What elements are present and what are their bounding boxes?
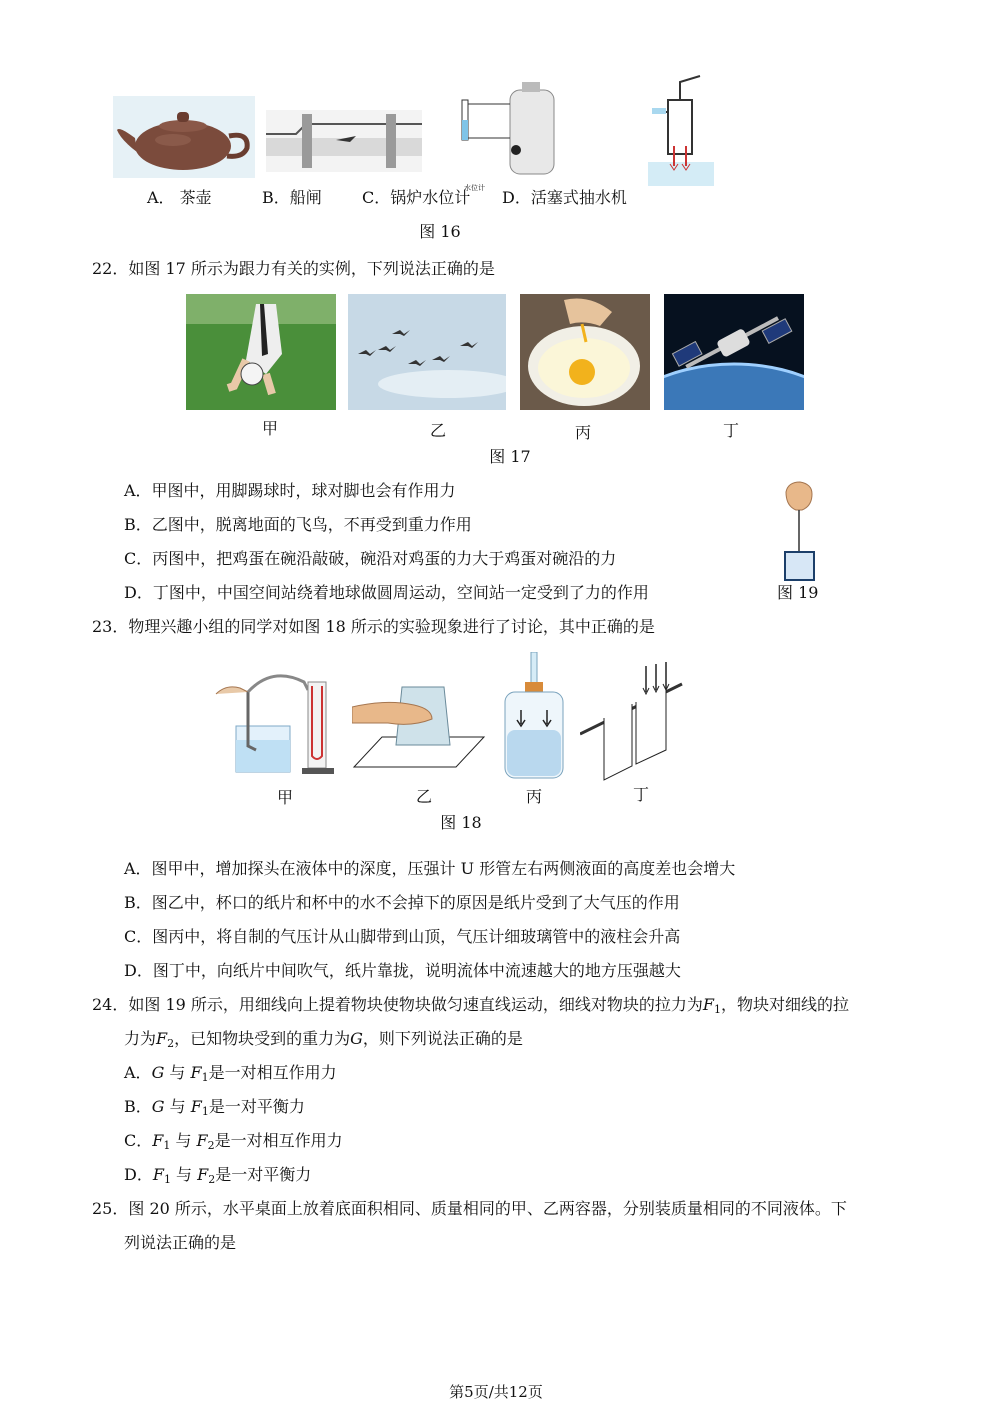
q23-option-b: B．图乙中，杯口的纸片和杯中的水不会掉下的原因是纸片受到了大气压的作用 — [124, 893, 680, 912]
q25-stem-line2: 列说法正确的是 — [124, 1233, 237, 1252]
teapot-image — [113, 96, 255, 178]
q22-option-a: A．甲图中，用脚踢球时，球对脚也会有作用力 — [124, 481, 456, 500]
photo-yi-birds — [348, 294, 506, 410]
q22-option-d: D．丁图中，中国空间站绕着地球做圆周运动，空间站一定受到了力的作用 — [124, 583, 649, 602]
q23-option-c: C．图丙中，将自制的气压计从山脚带到山顶，气压计细玻璃管中的液柱会升高 — [124, 927, 681, 946]
q22-option-b: B．乙图中，脱离地面的飞鸟，不再受到重力作用 — [124, 515, 472, 534]
figure-16-caption: 图 16 — [419, 222, 461, 241]
fig18-label-bing: 丙 — [525, 787, 542, 806]
fig16-option-b: B．船闸 — [262, 188, 322, 207]
fig18-label-jia: 甲 — [276, 788, 293, 807]
figure-18-caption: 图 18 — [440, 813, 482, 832]
photo-ding-space-station — [664, 294, 804, 410]
photo-bing-egg — [520, 294, 650, 410]
photo-label-yi: 乙 — [429, 421, 446, 440]
photo-label-ding: 丁 — [722, 421, 739, 440]
q24-option-a: A．G 与 $F_1$是一对相互作用力 — [124, 1063, 337, 1084]
page-footer: 第5页/共12页 — [449, 1383, 543, 1401]
boiler-gauge-image — [456, 80, 564, 188]
photo-label-bing: 丙 — [574, 423, 591, 442]
photo-jia-soccer — [186, 294, 336, 410]
figure-19-hand-block — [780, 480, 820, 584]
ship-lock-image — [266, 110, 422, 172]
figure-16 — [110, 72, 790, 220]
q24-option-c: C．$F_1$ 与 $F_2$是一对相互作用力 — [124, 1131, 343, 1152]
boiler-gauge-label: 水位计 — [464, 184, 485, 192]
q24-option-d: D．$F_1$ 与 $F_2$是一对平衡力 — [124, 1165, 312, 1186]
q24-option-b: B．G 与 $F_1$是一对平衡力 — [124, 1097, 305, 1118]
q23-stem: 23．物理兴趣小组的同学对如图 18 所示的实验现象进行了讨论，其中正确的是 — [92, 617, 655, 636]
q24-stem-line1: 24．如图 19 所示，用细线向上提着物块使物块做匀速直线运动，细线对物块的拉力为$F_1$，物块对细线的拉 — [92, 995, 850, 1016]
fig18-label-ding: 丁 — [632, 785, 649, 804]
q22-option-c: C．丙图中，把鸡蛋在碗沿敲破，碗沿对鸡蛋的力大于鸡蛋对碗沿的力 — [124, 549, 617, 568]
q23-option-a: A．图甲中，增加探头在液体中的深度，压强计 U 形管左右两侧液面的高度差也会增大 — [124, 859, 736, 878]
fig16-option-d: D．活塞式抽水机 — [502, 188, 627, 207]
q24-stem-line2: 力为$F_2$，已知物块受到的重力为G，则下列说法正确的是 — [124, 1029, 523, 1050]
figure-18-ding-paper-strips — [580, 662, 690, 782]
piston-pump-image — [648, 74, 714, 186]
figure-19-caption: 图 19 — [777, 583, 819, 602]
figure-18-jia-pressure-gauge — [212, 670, 338, 776]
fig16-option-c: C．锅炉水位计 — [362, 188, 471, 207]
q23-option-d: D．图丁中，向纸片中间吹气，纸片靠拢，说明流体中流速越大的地方压强越大 — [124, 961, 681, 980]
q25-stem-line1: 25．图 20 所示，水平桌面上放着底面积相同、质量相同的甲、乙两容器，分别装质量相同的不同液体。下 — [92, 1199, 847, 1218]
fig16-option-a: A． 茶壶 — [147, 188, 212, 207]
q22-stem: 22．如图 17 所示为跟力有关的实例，下列说法正确的是 — [92, 259, 495, 278]
photo-label-jia: 甲 — [261, 419, 278, 438]
fig18-label-yi: 乙 — [415, 787, 432, 806]
figure-18-bing-barometer — [503, 652, 565, 780]
figure-18-yi-cup-paper — [352, 683, 486, 769]
figure-17-caption: 图 17 — [489, 447, 531, 466]
